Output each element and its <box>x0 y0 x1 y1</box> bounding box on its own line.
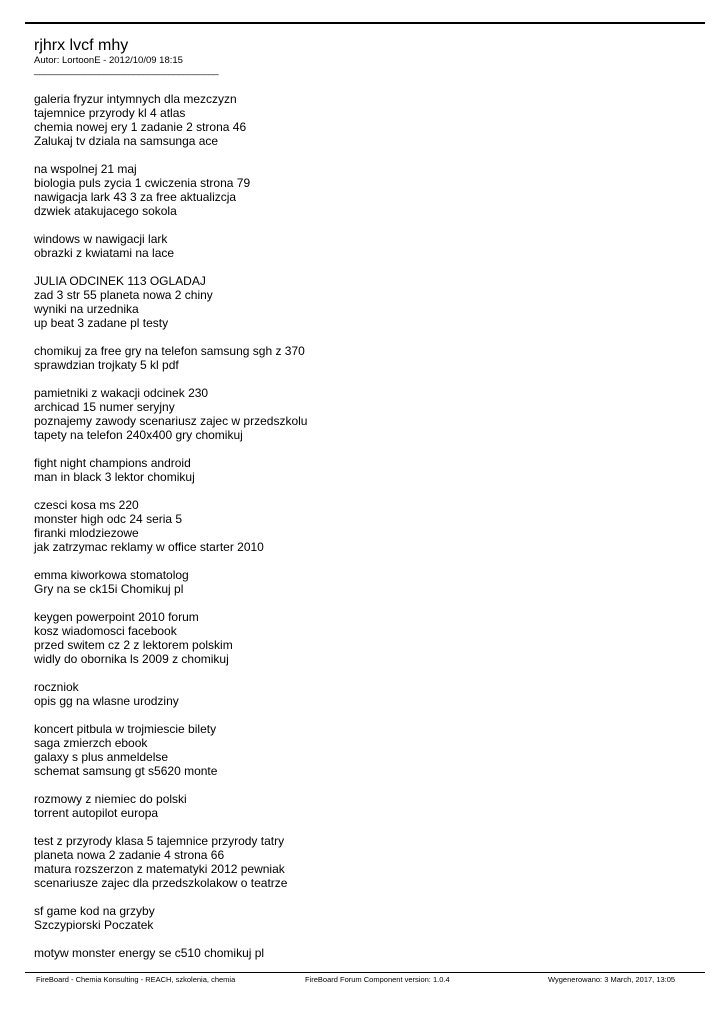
post-title: rjhrx lvcf mhy <box>34 37 129 54</box>
post-line: man in black 3 lektor chomikuj <box>34 470 195 484</box>
post-line: test z przyrody klasa 5 tajemnice przyrody tatry <box>34 834 285 848</box>
post-line: galaxy s plus anmeldelse <box>34 750 169 764</box>
post-paragraph <box>34 946 694 960</box>
post-line: saga zmierzch ebook <box>34 736 148 750</box>
post-line: opis gg na wlasne urodziny <box>34 694 179 708</box>
post-line: torrent autopilot europa <box>34 806 159 820</box>
post-line: firanki mlodziezowe <box>34 526 139 540</box>
post-line: schemat samsung gt s5620 monte <box>34 764 218 778</box>
post-paragraph <box>34 568 694 596</box>
post-paragraph <box>34 92 694 148</box>
post-line: przed switem cz 2 z lektorem polskim <box>34 638 233 652</box>
post-line: roczniok <box>34 680 79 694</box>
post-line: monster high odc 24 seria 5 <box>34 512 183 526</box>
post-line: biologia puls zycia 1 cwiczenia strona 79 <box>34 176 251 190</box>
post-line: scenariusze zajec dla przedszkolakow o teatrze <box>34 876 288 890</box>
post-line: nawigacja lark 43 3 za free aktualizcja <box>34 190 237 204</box>
post-paragraph <box>34 498 694 554</box>
footer-generated-date: Wygenerowano: 3 March, 2017, 13:05 <box>548 975 676 984</box>
post-author-date: Autor: LortoonE - 2012/10/09 18:15 <box>34 55 183 66</box>
post-line: Szczypiorski Poczatek <box>34 918 154 932</box>
separator-line: _____________________________________ <box>34 65 219 76</box>
post-line: archicad 15 numer seryjny <box>34 400 175 414</box>
post-line: emma kiworkowa stomatolog <box>34 568 189 582</box>
post-line: rozmowy z niemiec do polski <box>34 792 187 806</box>
post-line: wyniki na urzednika <box>34 302 139 316</box>
post-body <box>34 92 694 974</box>
post-line: sf game kod na grzyby <box>34 904 155 918</box>
post-line: obrazki z kwiatami na lace <box>34 246 175 260</box>
post-paragraph <box>34 162 694 218</box>
post-line: zad 3 str 55 planeta nowa 2 chiny <box>34 288 213 302</box>
post-line: Gry na se ck15i Chomikuj pl <box>34 582 184 596</box>
post-line: galeria fryzur intymnych dla mezczyzn <box>34 92 237 106</box>
post-paragraph <box>34 274 694 330</box>
post-paragraph <box>34 792 694 820</box>
post-paragraph <box>34 386 694 442</box>
post-paragraph <box>34 680 694 708</box>
post-line: planeta nowa 2 zadanie 4 strona 66 <box>34 848 225 862</box>
post-paragraph <box>34 904 694 932</box>
post-line: up beat 3 zadane pl testy <box>34 316 169 330</box>
post-line: koncert pitbula w trojmiescie bilety <box>34 722 217 736</box>
post-line: dzwiek atakujacego sokola <box>34 204 177 218</box>
post-paragraph <box>34 834 694 890</box>
top-rule <box>25 22 705 24</box>
bottom-rule <box>25 972 705 973</box>
post-line: poznajemy zawody scenariusz zajec w przedszkolu <box>34 414 308 428</box>
footer-site-name: FireBoard - Chemia Konsulting - REACH, szkolenia, chemia <box>36 975 236 984</box>
post-paragraph <box>34 456 694 484</box>
post-line: kosz wiadomosci facebook <box>34 624 177 638</box>
post-paragraph <box>34 722 694 778</box>
post-line: tajemnice przyrody kl 4 atlas <box>34 106 186 120</box>
post-paragraph <box>34 610 694 666</box>
post-line: keygen powerpoint 2010 forum <box>34 610 199 624</box>
post-line: chemia nowej ery 1 zadanie 2 strona 46 <box>34 120 247 134</box>
post-line: windows w nawigacji lark <box>34 232 168 246</box>
post-line: motyw monster energy se c510 chomikuj pl <box>34 946 265 960</box>
post-line: fight night champions android <box>34 456 191 470</box>
footer-component-version: FireBoard Forum Component version: 1.0.4 <box>305 975 450 984</box>
post-line: tapety na telefon 240x400 gry chomikuj <box>34 428 243 442</box>
post-paragraph <box>34 344 694 372</box>
post-line: sprawdzian trojkaty 5 kl pdf <box>34 358 179 372</box>
post-line: jak zatrzymac reklamy w office starter 2010 <box>34 540 264 554</box>
post-line: czesci kosa ms 220 <box>34 498 139 512</box>
post-line: widly do obornika ls 2009 z chomikuj <box>34 652 229 666</box>
post-line: matura rozszerzon z matematyki 2012 pewniak <box>34 862 285 876</box>
post-paragraph <box>34 232 694 260</box>
post-line: na wspolnej 21 maj <box>34 162 137 176</box>
post-line: Zalukaj tv dziala na samsunga ace <box>34 134 219 148</box>
post-line: chomikuj za free gry na telefon samsung sgh z 370 <box>34 344 305 358</box>
post-line: JULIA ODCINEK 113 OGLADAJ <box>34 274 206 288</box>
post-line: pamietniki z wakacji odcinek 230 <box>34 386 209 400</box>
